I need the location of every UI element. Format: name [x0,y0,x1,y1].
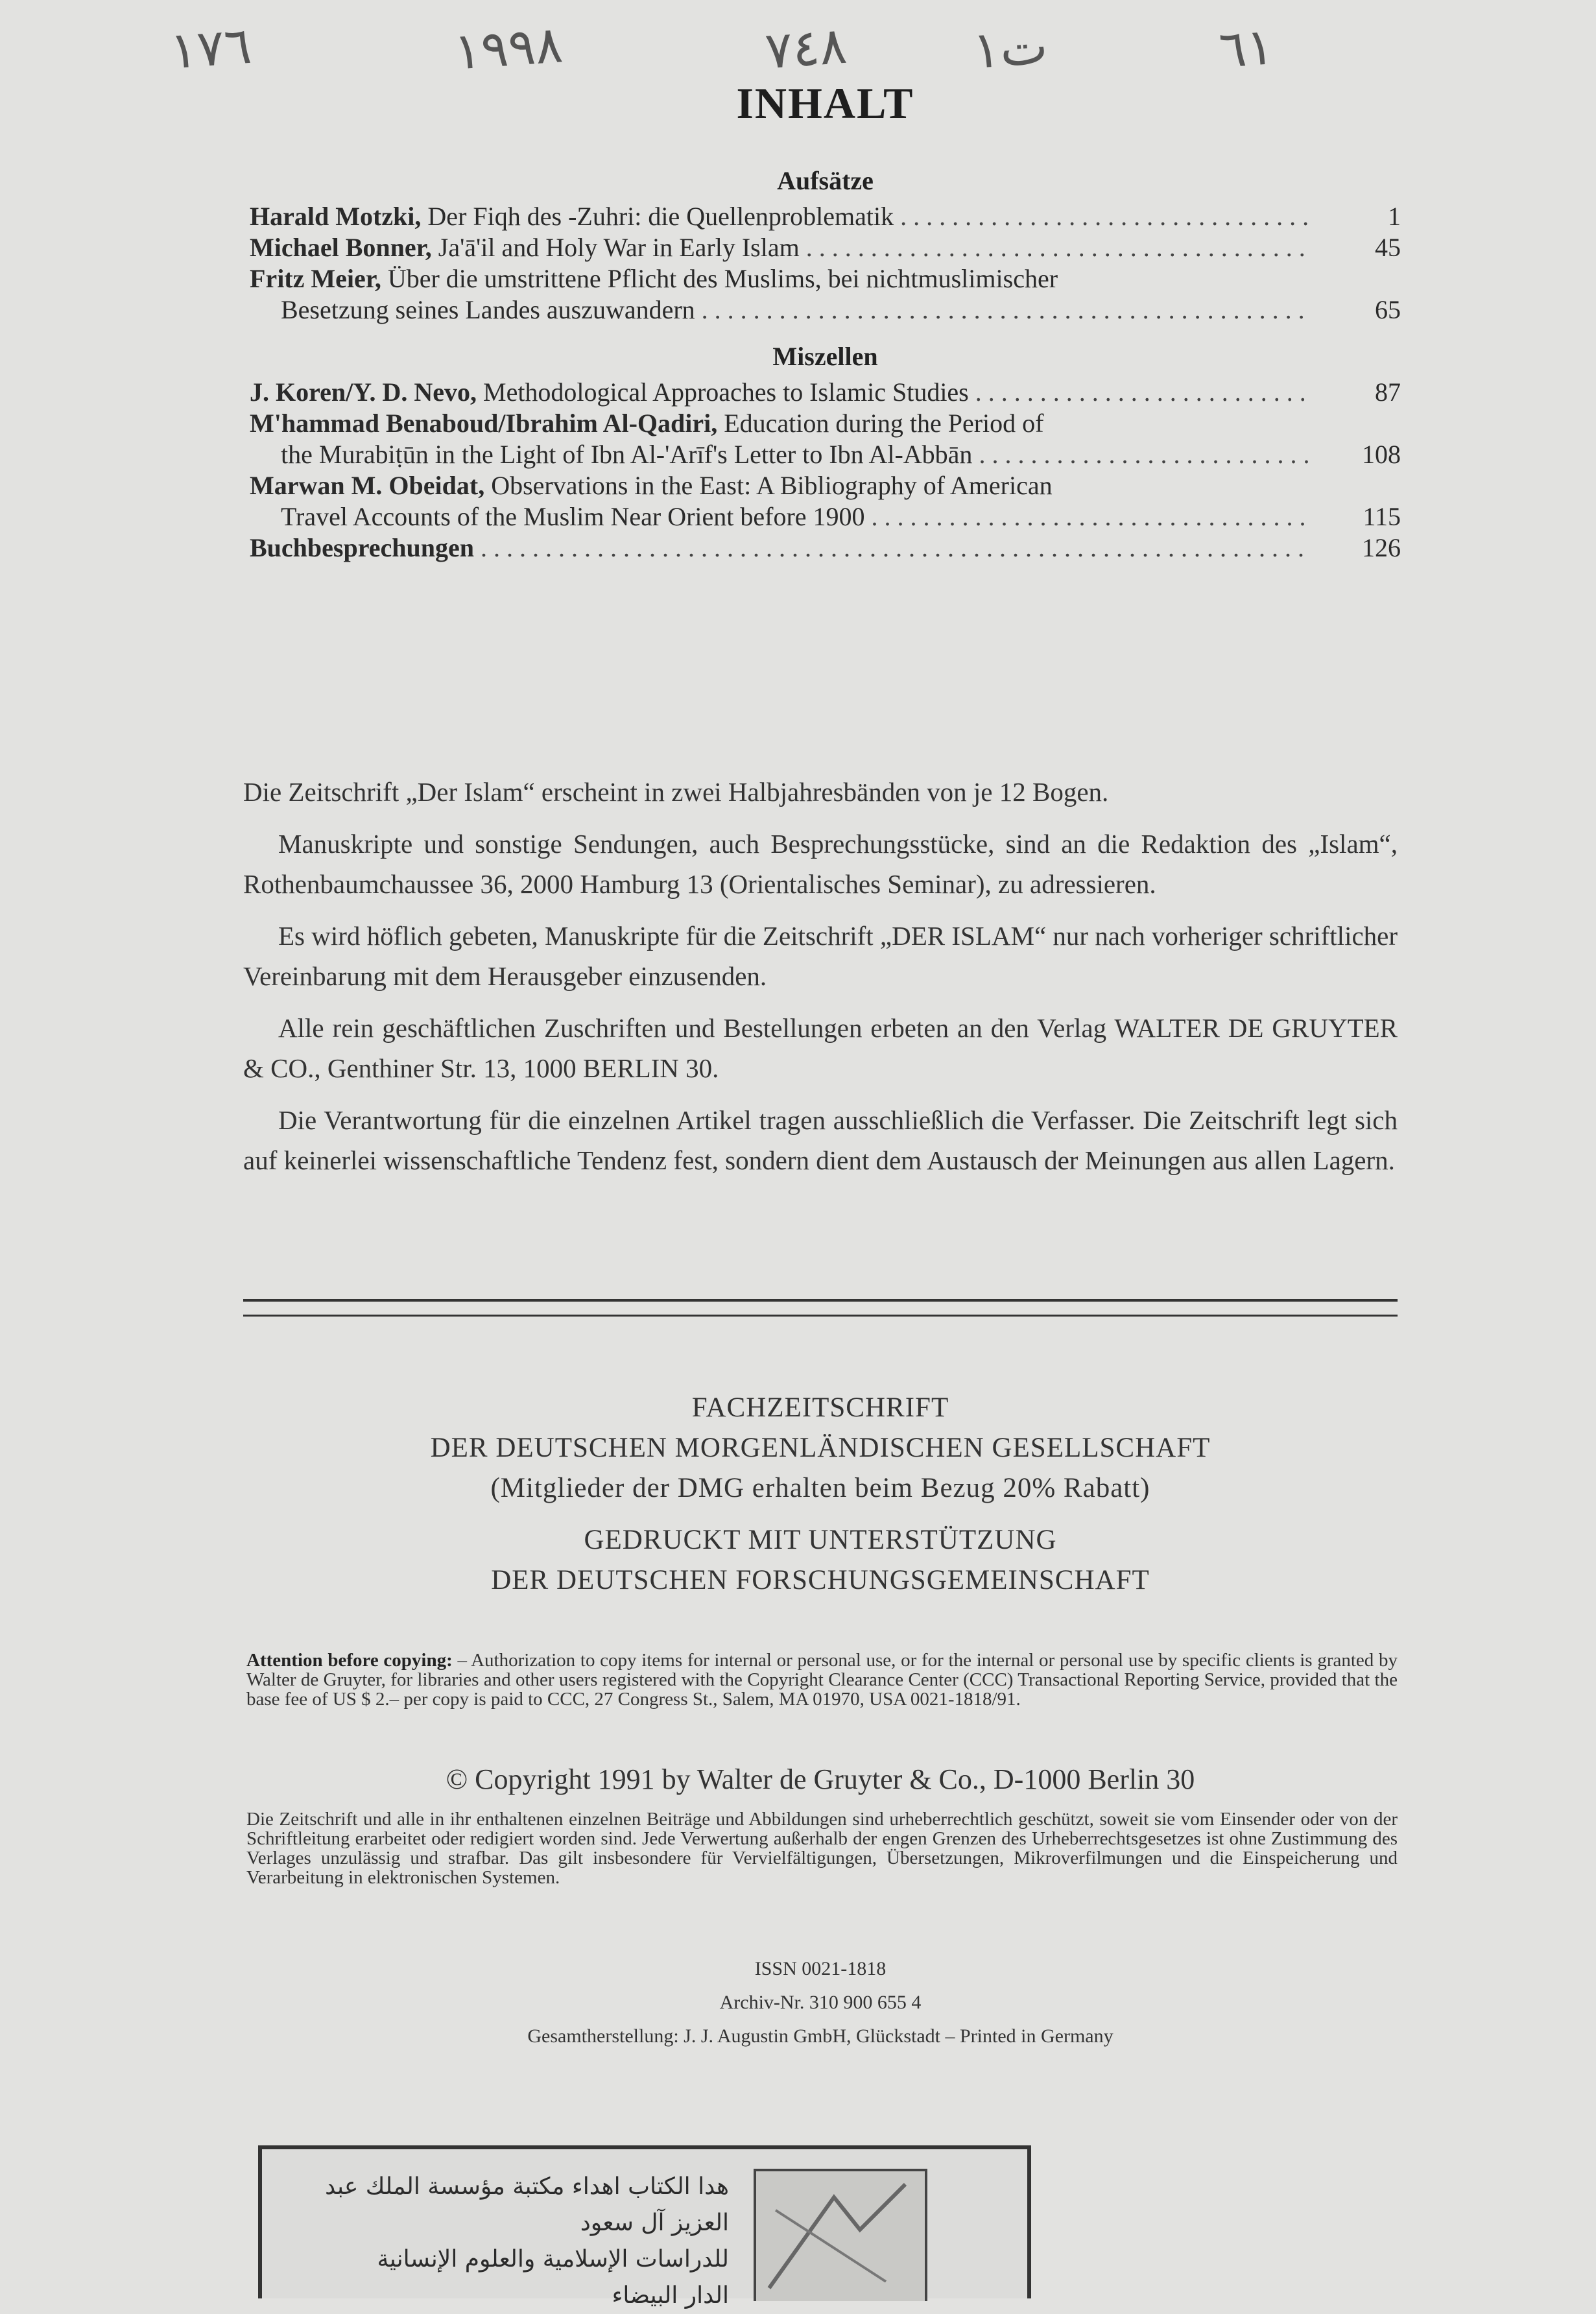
copyright-line: © Copyright 1991 by Walter de Gruyter & Co., D-1000 Berlin 30 [446,1763,1195,1795]
notice-paragraph: Die Verantwortung für die einzelnen Artikel tragen ausschließlich die Verfasser. Die Zeitschrift legt sich auf keinerlei wissenschaftliche Tendenz fest, sondern dient dem Austausch der Meinungen aus allen Lagern. [243,1105,1398,1175]
handwritten-mark-4: ت١ [971,17,1050,80]
entry-title: Education during the Period of [724,409,1044,438]
table-of-contents [250,78,1401,564]
stamp-line: الدار البيضاء [612,2282,729,2309]
entry-title: Methodological Approaches to Islamic Studies [483,377,969,407]
imprint-block [243,1952,1398,2053]
section-heading-aufsaetze: Aufsätze [777,166,874,195]
fach-line: FACHZEITSCHRIFT [691,1392,949,1423]
toc-title: INHALT [736,78,914,128]
stamp-line: هدا الكتاب اهداء مكتبة مؤسسة الملك عبد العزيز آل سعود [325,2173,729,2236]
printer-line: Gesamtherstellung: J. J. Augustin GmbH, Glückstadt – Printed in Germany [527,2025,1114,2047]
handwritten-mark-1: ١٧٦ [168,16,254,81]
entry-author: Marwan M. Obeidat, [250,471,485,500]
entry-page: 1 [1388,202,1401,231]
entry-page: 115 [1363,502,1401,531]
library-stamp [258,2145,1031,2309]
toc-entry-bonner [250,232,1401,263]
fach-line: GEDRUCKT MIT UNTERSTÜTZUNG [584,1525,1057,1555]
stamp-emblem-icon [754,2169,927,2301]
entry-author: Michael Bonner, [250,233,432,262]
entry-title-cont: the Murabiṭūn in the Light of Ibn Al-'Arīf's Letter to Ibn Al-Abbān [281,440,973,469]
attention-copying-note [246,1651,1398,1709]
entry-author: Harald Motzki, [250,202,422,231]
attention-text: – Authorization to copy items for internal or personal use, or for the internal or personal use by specific clients is granted by Walter de Gruyter, for libraries and other users registered with the Copyright Clearance Center (CCC) Transactional Reporting Service, provided that the base fee of US $ 2.– per copy is paid to CCC, 27 Congress St., Salem, MA 01970, USA 0021-1818/91. [246,1650,1398,1710]
entry-title-cont: Besetzung seines Landes auszuwandern [281,295,695,324]
rights-note: Die Zeitschrift und alle in ihr enthaltenen einzelnen Beiträge und Abbildungen sind urheberrechtlich geschützt, soweit sie vom Einsender oder von der Schriftleitung erarbeitet oder redigiert worden sind. Jede Verwertung außerhalb der engen Grenzen des Urheberrechtsgesetzes ist ohne Zustimmung des Verlages unzulässig und strafbar. Das gilt insbesondere für Vervielfältigungen, Übersetzungen, Mikroverfilmungen und die Einspeicherung und Verarbeitung in elektronischen Systemen. [246,1809,1398,1888]
stamp-text [262,2169,729,2314]
fach-line: DER DEUTSCHEN FORSCHUNGSGEMEINSCHAFT [491,1565,1150,1595]
notice-paragraph: Die Zeitschrift „Der Islam“ erscheint in zwei Halbjahresbänden von je 12 Bogen. [243,777,1109,807]
entry-title: Ja'ā'il and Holy War in Early Islam [438,233,800,262]
entry-author: Buchbesprechungen [250,533,475,562]
double-divider [243,1299,1398,1317]
notice-paragraph: Es wird höflich gebeten, Manuskripte für die Zeitschrift „DER ISLAM“ nur nach vorheriger schriftlicher Vereinbarung mit dem Herausgeber einzusenden. [243,921,1398,991]
entry-title: Über die umstrittene Pflicht des Muslims, bei nichtmuslimischer [387,264,1058,293]
toc-entry-koren-nevo [250,377,1401,408]
archiv-number: Archiv-Nr. 310 900 655 4 [719,1992,922,2013]
notice-paragraph: Manuskripte und sonstige Sendungen, auch Besprechungsstücke, sind an die Redaktion des „Islam“, Rothenbaumchaussee 36, 2000 Hamburg 13 (Orientalisches Seminar), zu adressieren. [243,829,1398,899]
section-heading-miszellen: Miszellen [772,342,878,371]
fach-line: (Mitglieder der DMG erhalten beim Bezug 20% Rabatt) [490,1473,1150,1503]
entry-page: 65 [1375,295,1401,324]
fach-line: DER DEUTSCHEN MORGENLÄNDISCHEN GESELLSCHAFT [430,1433,1211,1463]
entry-author: M'hammad Benaboud/Ibrahim Al-Qadiri, [250,409,718,438]
toc-entry-meier [250,263,1401,326]
toc-entry-buchbesprechungen [250,532,1401,564]
entry-page: 126 [1362,533,1401,562]
entry-title: Der Fiqh des -Zuhri: die Quellenproblematik [427,202,894,231]
toc-entry-obeidat [250,470,1401,532]
handwritten-mark-5: ٦١ [1217,18,1276,80]
handwritten-mark-3: ٧٤٨ [763,16,849,81]
stamp-line: للدراسات الإسلامية والعلوم الإنسانية [377,2246,729,2272]
publication-notice [243,772,1398,1192]
entry-author: Fritz Meier, [250,264,381,293]
entry-title: Observations in the East: A Bibliography of American [491,471,1053,500]
fachzeitschrift-block [243,1388,1398,1601]
notice-paragraph: Alle rein geschäftlichen Zuschriften und Bestellungen erbeten an den Verlag WALTER DE GRUYTER & CO., Genthiner Str. 13, 1000 BERLIN 30. [243,1013,1398,1083]
toc-entry-benaboud [250,408,1401,470]
issn: ISSN 0021-1818 [754,1958,887,1979]
entry-author: J. Koren/Y. D. Nevo, [250,377,477,407]
toc-entry-motzki [250,201,1401,232]
entry-page: 87 [1375,377,1401,407]
entry-title-cont: Travel Accounts of the Muslim Near Orient before 1900 [281,502,865,531]
entry-page: 45 [1375,233,1401,262]
handwritten-mark-2: ١٩٩٨ [452,16,565,82]
entry-page: 108 [1362,440,1401,469]
attention-label: Attention before copying: [246,1650,453,1671]
